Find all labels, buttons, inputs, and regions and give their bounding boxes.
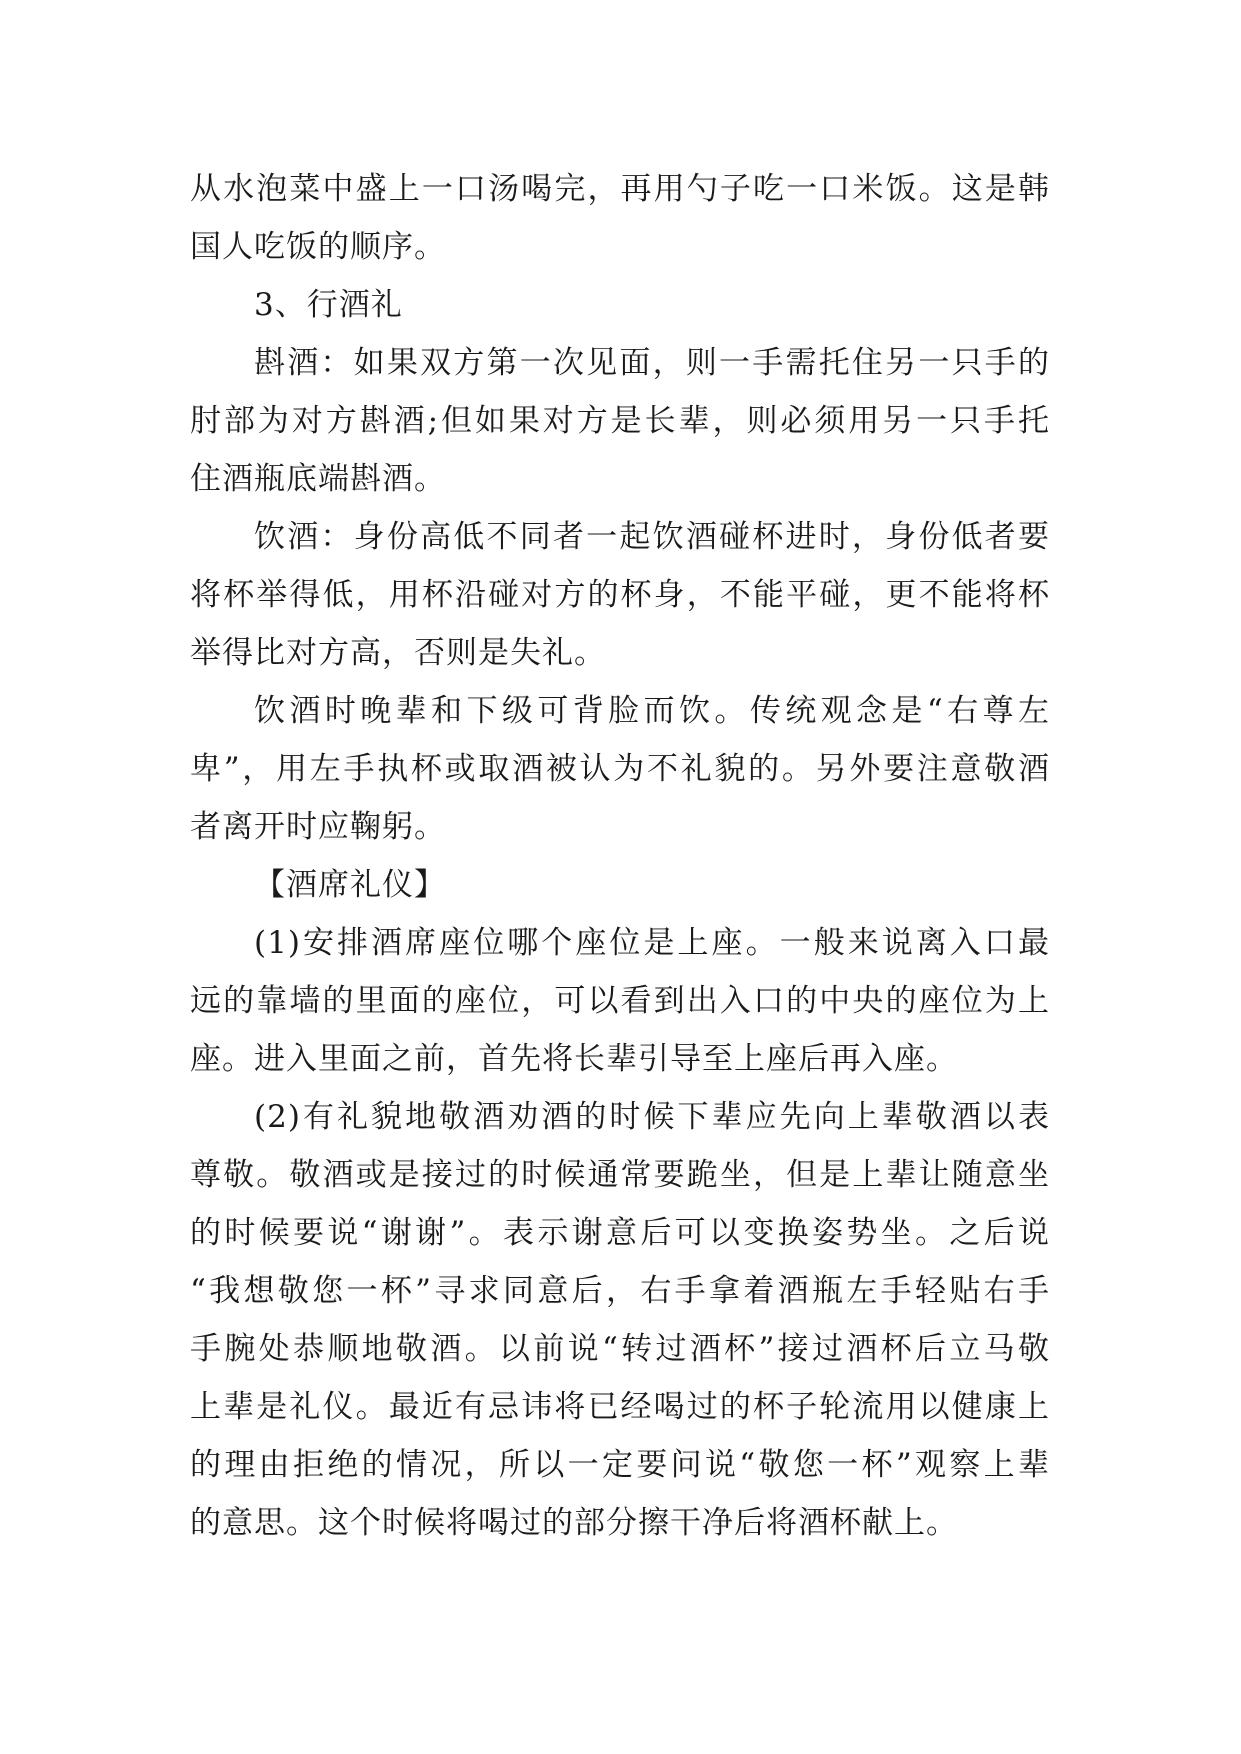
text-line: 饮酒时晚辈和下级可背脸而饮。传统观念是“右尊左 bbox=[254, 693, 1050, 729]
text-line: 将杯举得低，用杯沿碰对方的杯身，不能平碰，更不能将杯 bbox=[190, 577, 1050, 613]
text-line: 肘部为对方斟酒;但如果对方是长辈，则必须用另一只手托 bbox=[190, 403, 1050, 439]
text-line: 从水泡菜中盛上一口汤喝完，再用勺子吃一口米饭。这是韩 bbox=[190, 171, 1050, 207]
text-line: 举得比对方高，否则是失礼。 bbox=[190, 635, 606, 671]
text-line: 国人吃饭的顺序。 bbox=[190, 229, 446, 265]
text-line: 远的靠墙的里面的座位，可以看到出入口的中央的座位为上 bbox=[190, 983, 1050, 1019]
text-line: (2)有礼貌地敬酒劝酒的时候下辈应先向上辈敬酒以表 bbox=[254, 1099, 1050, 1135]
text-line: 住酒瓶底端斟酒。 bbox=[190, 461, 446, 497]
text-line: 上辈是礼仪。最近有忌讳将已经喝过的杯子轮流用以健康上 bbox=[190, 1389, 1050, 1425]
text-line: 的意思。这个时候将喝过的部分擦干净后将酒杯献上。 bbox=[190, 1505, 958, 1541]
text-line: 斟酒：如果双方第一次见面，则一手需托住另一只手的 bbox=[254, 345, 1050, 381]
section-heading: 3、行酒礼 bbox=[254, 287, 403, 323]
text-line: 尊敬。敬酒或是接过的时候通常要跪坐，但是上辈让随意坐 bbox=[190, 1157, 1050, 1193]
text-line: 饮酒：身份高低不同者一起饮酒碰杯进时，身份低者要 bbox=[254, 519, 1050, 555]
text-line: 的时候要说“谢谢”。表示谢意后可以变换姿势坐。之后说 bbox=[190, 1215, 1050, 1251]
text-line: “我想敬您一杯”寻求同意后，右手拿着酒瓶左手轻贴右手 bbox=[190, 1273, 1050, 1309]
document-body bbox=[190, 160, 1050, 1552]
section-heading: 【酒席礼仪】 bbox=[254, 867, 446, 903]
text-line: 卑”，用左手执杯或取酒被认为不礼貌的。另外要注意敬酒 bbox=[190, 751, 1050, 787]
text-line: 手腕处恭顺地敬酒。以前说“转过酒杯”接过酒杯后立马敬 bbox=[190, 1331, 1050, 1367]
text-line: (1)安排酒席座位哪个座位是上座。一般来说离入口最 bbox=[254, 925, 1050, 961]
text-line: 的理由拒绝的情况，所以一定要问说“敬您一杯”观察上辈 bbox=[190, 1447, 1050, 1483]
text-line: 者离开时应鞠躬。 bbox=[190, 809, 446, 845]
text-line: 座。进入里面之前，首先将长辈引导至上座后再入座。 bbox=[190, 1041, 958, 1077]
